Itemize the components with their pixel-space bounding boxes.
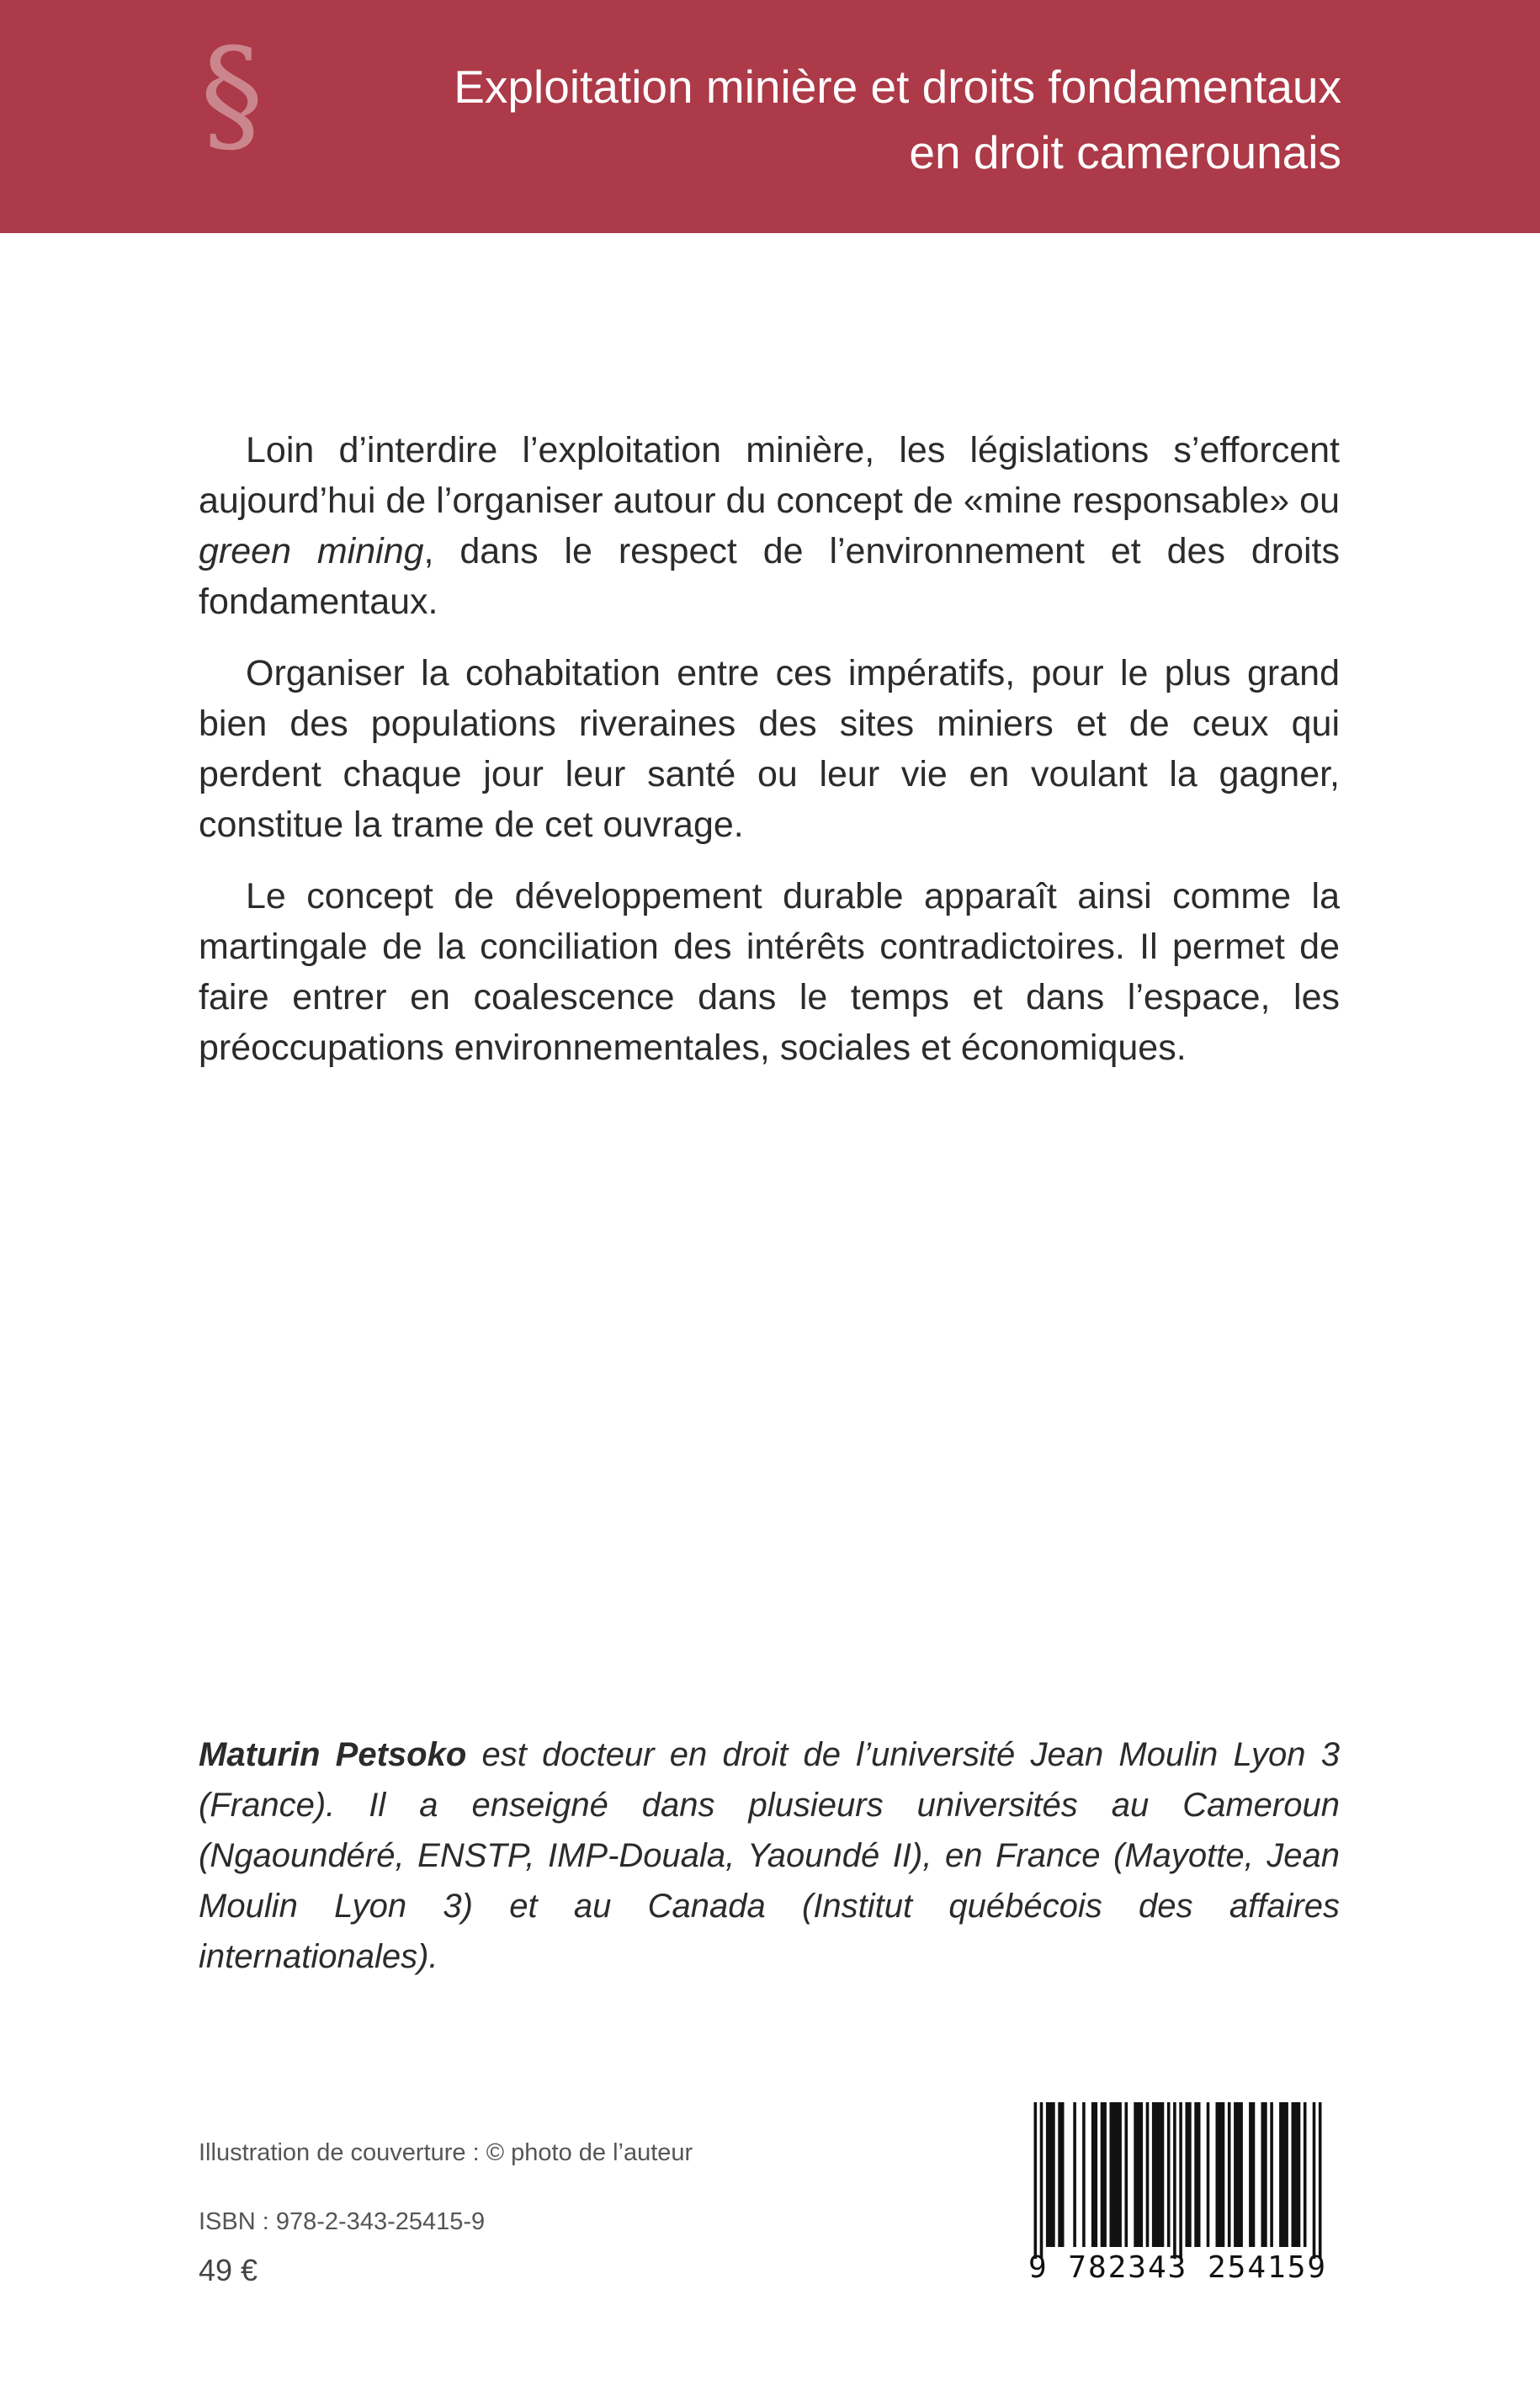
barcode-bar: [1040, 2102, 1043, 2259]
barcode-bar: [1173, 2102, 1176, 2259]
book-title-line-1: Exploitation minière et droits fondamentaux: [454, 61, 1341, 113]
author-name: Maturin Petsoko: [199, 1736, 467, 1773]
barcode-bar: [1207, 2102, 1210, 2247]
barcode-bar: [1261, 2102, 1267, 2247]
author-bio-text: est docteur en droit de l’université Jean Moulin Lyon 3 (France). Il a enseigné dans plusieurs universités au Cameroun (Ngaoundéré, ENSTP, IMP-Douala, Yaoundé II), en France (Mayotte, Jean Moulin Lyon 3) et au Canada (Institut québécois des affaires internationales).: [199, 1736, 1340, 1975]
blurb-paragraph-1-emphasis: green mining: [199, 531, 424, 571]
barcode-bar: [1134, 2102, 1143, 2247]
author-bio: [199, 1729, 1340, 1982]
barcode-bar: [1034, 2102, 1038, 2259]
barcode-bar: [1228, 2102, 1231, 2247]
barcode-bar: [1125, 2102, 1128, 2247]
barcode-bar: [1194, 2102, 1200, 2247]
header-band: [0, 0, 1540, 233]
section-symbol-icon: §: [200, 22, 263, 168]
price: 49 €: [199, 2253, 258, 2287]
barcode-bar: [1270, 2102, 1273, 2247]
barcode-bar: [1186, 2102, 1192, 2247]
barcode-bars: [1016, 2099, 1340, 2263]
barcode-bar: [1167, 2102, 1171, 2247]
barcode-bar: [1216, 2102, 1225, 2247]
barcode-bar: [1091, 2102, 1097, 2247]
back-cover-blurb: [199, 425, 1340, 1094]
barcode-bar: [1279, 2102, 1288, 2247]
barcode-bar: [1146, 2102, 1150, 2247]
barcode: [1016, 2099, 1340, 2288]
barcode-bar: [1082, 2102, 1086, 2247]
barcode-bar: [1179, 2102, 1182, 2259]
blurb-paragraph-1-text-b: , dans le respect de l’environnement et des droits fondamentaux.: [199, 531, 1340, 622]
isbn: ISBN : 978-2-343-25415-9: [199, 2208, 486, 2235]
barcode-bar: [1292, 2102, 1301, 2247]
barcode-bar: [1304, 2102, 1307, 2247]
book-title: [454, 54, 1341, 185]
blurb-paragraph-1-text-a: Loin d’interdire l’exploitation minière, les législations s’efforcent aujourd’hui de l’organiser autour du concept de «mine responsable» ou: [199, 430, 1340, 521]
barcode-digits: 9 782343 254159: [1028, 2250, 1328, 2285]
book-title-line-2: en droit camerounais: [909, 126, 1341, 178]
barcode-bar: [1058, 2102, 1064, 2247]
barcode-bar: [1046, 2102, 1055, 2247]
blurb-paragraph-3: Le concept de développement durable apparaît ainsi comme la martingale de la conciliation des intérêts contradictoires. Il permet de faire entrer en coalescence dans le temps et dans l’espace, les préoccupations environnementales, sociales et économiques.: [199, 876, 1340, 1068]
cover-credit: Illustration de couverture : © photo de l’auteur: [199, 2139, 693, 2166]
barcode-bar: [1101, 2102, 1107, 2247]
barcode-bar: [1313, 2102, 1316, 2259]
barcode-bar: [1319, 2102, 1322, 2259]
barcode-bar: [1249, 2102, 1255, 2247]
blurb-paragraph-2: Organiser la cohabitation entre ces impératifs, pour le plus grand bien des populations riveraines des sites miniers et de ceux qui perdent chaque jour leur santé ou leur vie en voulant la gagner, constitue la trame de cet ouvrage.: [199, 653, 1340, 845]
blurb-paragraph-1: [199, 425, 1340, 627]
barcode-bar: [1073, 2102, 1076, 2247]
barcode-bar: [1234, 2102, 1243, 2247]
barcode-bar: [1110, 2102, 1122, 2247]
barcode-bar: [1152, 2102, 1164, 2247]
